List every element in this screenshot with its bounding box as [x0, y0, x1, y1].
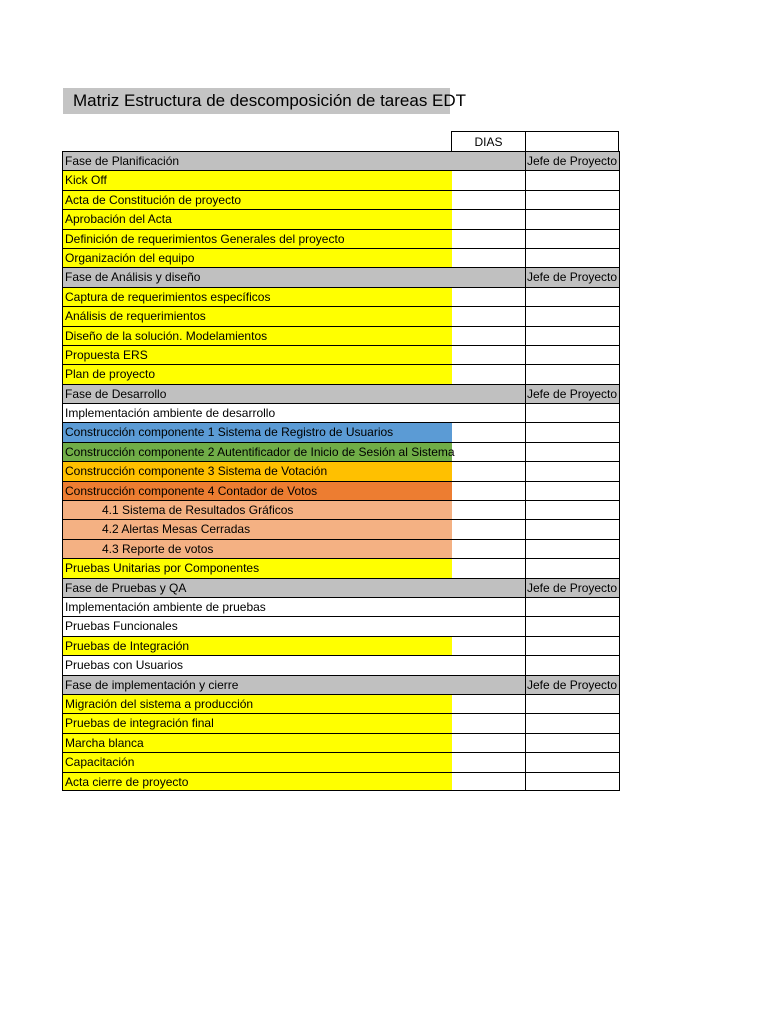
responsable-cell[interactable]: Jefe de Proyecto: [525, 151, 620, 170]
responsable-cell[interactable]: [525, 694, 620, 713]
dias-cell[interactable]: [451, 733, 526, 752]
task-row: [62, 694, 620, 713]
task-row: [62, 655, 620, 674]
responsable-cell[interactable]: [525, 772, 620, 791]
phase-row: [62, 578, 620, 597]
task-name-cell[interactable]: 4.2 Alertas Mesas Cerradas: [62, 519, 452, 538]
dias-cell[interactable]: [451, 170, 526, 189]
phase-row: [62, 267, 620, 286]
task-row: [62, 616, 620, 635]
responsable-cell[interactable]: [525, 636, 620, 655]
dias-cell[interactable]: [451, 481, 526, 500]
dias-cell[interactable]: [451, 306, 526, 325]
phase-name-cell[interactable]: Fase de Desarrollo: [62, 384, 452, 403]
task-name-cell[interactable]: Pruebas con Usuarios: [62, 655, 452, 674]
task-name-cell[interactable]: 4.1 Sistema de Resultados Gráficos: [62, 500, 452, 519]
responsable-cell[interactable]: Jefe de Proyecto: [525, 578, 620, 597]
dias-cell[interactable]: [451, 384, 526, 403]
task-name-cell[interactable]: Construcción componente 1 Sistema de Registro de Usuarios: [62, 422, 452, 441]
task-row: [62, 326, 620, 345]
responsable-cell[interactable]: [525, 190, 620, 209]
task-row: [62, 461, 620, 480]
task-row: [62, 752, 620, 771]
task-row: [62, 519, 620, 538]
responsable-cell[interactable]: [525, 597, 620, 616]
task-row: [62, 636, 620, 655]
dias-cell[interactable]: [451, 558, 526, 577]
responsable-cell[interactable]: Jefe de Proyecto: [525, 675, 620, 694]
task-row: [62, 248, 620, 267]
phase-name-cell[interactable]: Fase de Análisis y diseño: [62, 267, 452, 286]
responsable-column-header: [525, 131, 619, 151]
task-row: [62, 229, 620, 248]
dias-cell[interactable]: [451, 655, 526, 674]
edt-task-table: [62, 151, 620, 791]
task-row: [62, 442, 620, 461]
responsable-cell[interactable]: [525, 500, 620, 519]
responsable-cell[interactable]: [525, 519, 620, 538]
task-name-cell[interactable]: Acta cierre de proyecto: [62, 772, 452, 791]
phase-row: [62, 151, 620, 170]
responsable-cell[interactable]: [525, 539, 620, 558]
dias-cell[interactable]: [451, 229, 526, 248]
task-row: [62, 597, 620, 616]
task-row: [62, 558, 620, 577]
task-name-cell[interactable]: Marcha blanca: [62, 733, 452, 752]
dias-cell[interactable]: [451, 287, 526, 306]
dias-cell[interactable]: [451, 597, 526, 616]
task-row: [62, 209, 620, 228]
task-row: [62, 539, 620, 558]
task-row: [62, 713, 620, 732]
page-title: Matriz Estructura de descomposición de tareas EDT: [63, 88, 450, 114]
dias-cell[interactable]: [451, 713, 526, 732]
task-name-cell[interactable]: Acta de Constitución de proyecto: [62, 190, 452, 209]
task-name-cell[interactable]: Análisis de requerimientos: [62, 306, 452, 325]
task-name-cell[interactable]: Migración del sistema a producción: [62, 694, 452, 713]
responsable-cell[interactable]: Jefe de Proyecto: [525, 384, 620, 403]
task-name-cell[interactable]: Implementación ambiente de desarrollo: [62, 403, 452, 422]
dias-cell[interactable]: [451, 694, 526, 713]
responsable-cell[interactable]: [525, 442, 620, 461]
phase-name-cell[interactable]: Fase de implementación y cierre: [62, 675, 452, 694]
responsable-cell[interactable]: [525, 248, 620, 267]
dias-cell[interactable]: [451, 442, 526, 461]
task-row: [62, 306, 620, 325]
phase-row: [62, 384, 620, 403]
dias-cell[interactable]: [451, 616, 526, 635]
dias-cell[interactable]: [451, 403, 526, 422]
task-row: [62, 170, 620, 189]
dias-cell[interactable]: [451, 752, 526, 771]
responsable-cell[interactable]: [525, 229, 620, 248]
responsable-cell[interactable]: [525, 170, 620, 189]
task-row: [62, 500, 620, 519]
responsable-cell[interactable]: [525, 345, 620, 364]
task-name-cell[interactable]: Implementación ambiente de pruebas: [62, 597, 452, 616]
responsable-cell[interactable]: [525, 713, 620, 732]
dias-cell[interactable]: [451, 578, 526, 597]
phase-row: [62, 675, 620, 694]
phase-name-cell[interactable]: Fase de Planificación: [62, 151, 452, 170]
task-name-cell[interactable]: Construcción componente 3 Sistema de Votación: [62, 461, 452, 480]
dias-cell[interactable]: [451, 364, 526, 383]
dias-cell[interactable]: [451, 500, 526, 519]
responsable-cell[interactable]: [525, 209, 620, 228]
responsable-cell[interactable]: [525, 616, 620, 635]
task-name-cell[interactable]: Construcción componente 4 Contador de Votos: [62, 481, 452, 500]
responsable-cell[interactable]: [525, 733, 620, 752]
task-name-cell[interactable]: Diseño de la solución. Modelamientos: [62, 326, 452, 345]
dias-cell[interactable]: [451, 209, 526, 228]
dias-cell[interactable]: [451, 636, 526, 655]
task-name-cell[interactable]: Propuesta ERS: [62, 345, 452, 364]
task-row: [62, 422, 620, 441]
dias-cell[interactable]: [451, 422, 526, 441]
dias-cell[interactable]: [451, 326, 526, 345]
responsable-cell[interactable]: [525, 422, 620, 441]
dias-cell[interactable]: [451, 248, 526, 267]
task-name-cell[interactable]: Plan de proyecto: [62, 364, 452, 383]
task-name-cell[interactable]: Pruebas Unitarias por Componentes: [62, 558, 452, 577]
responsable-cell[interactable]: [525, 461, 620, 480]
task-name-cell[interactable]: Organización del equipo: [62, 248, 452, 267]
dias-column-header: DIAS: [451, 131, 526, 151]
dias-cell[interactable]: [451, 190, 526, 209]
task-name-cell[interactable]: Pruebas Funcionales: [62, 616, 452, 635]
task-name-cell[interactable]: Aprobación del Acta: [62, 209, 452, 228]
dias-cell[interactable]: [451, 519, 526, 538]
task-name-cell[interactable]: Construcción componente 2 Autentificador de Inicio de Sesión al Sistema: [62, 442, 452, 461]
task-name-cell[interactable]: Kick Off: [62, 170, 452, 189]
responsable-cell[interactable]: [525, 287, 620, 306]
responsable-cell[interactable]: Jefe de Proyecto: [525, 267, 620, 286]
responsable-cell[interactable]: [525, 558, 620, 577]
responsable-cell[interactable]: [525, 481, 620, 500]
responsable-cell[interactable]: [525, 655, 620, 674]
responsable-cell[interactable]: [525, 403, 620, 422]
task-row: [62, 403, 620, 422]
dias-cell[interactable]: [451, 461, 526, 480]
dias-cell[interactable]: [451, 267, 526, 286]
task-row: [62, 287, 620, 306]
dias-cell[interactable]: [451, 772, 526, 791]
task-row: [62, 364, 620, 383]
responsable-cell[interactable]: [525, 326, 620, 345]
task-name-cell[interactable]: 4.3 Reporte de votos: [62, 539, 452, 558]
task-name-cell[interactable]: Capacitación: [62, 752, 452, 771]
task-name-cell[interactable]: Pruebas de Integración: [62, 636, 452, 655]
task-row: [62, 345, 620, 364]
task-name-cell[interactable]: Definición de requerimientos Generales del proyecto: [62, 229, 452, 248]
dias-cell[interactable]: [451, 539, 526, 558]
dias-cell[interactable]: [451, 675, 526, 694]
task-name-cell[interactable]: Captura de requerimientos específicos: [62, 287, 452, 306]
task-row: [62, 481, 620, 500]
phase-name-cell[interactable]: Fase de Pruebas y QA: [62, 578, 452, 597]
responsable-cell[interactable]: [525, 306, 620, 325]
responsable-cell[interactable]: [525, 752, 620, 771]
task-row: [62, 772, 620, 791]
dias-cell[interactable]: [451, 345, 526, 364]
responsable-cell[interactable]: [525, 364, 620, 383]
dias-cell[interactable]: [451, 151, 526, 170]
task-row: [62, 190, 620, 209]
task-row: [62, 733, 620, 752]
task-name-cell[interactable]: Pruebas de integración final: [62, 713, 452, 732]
